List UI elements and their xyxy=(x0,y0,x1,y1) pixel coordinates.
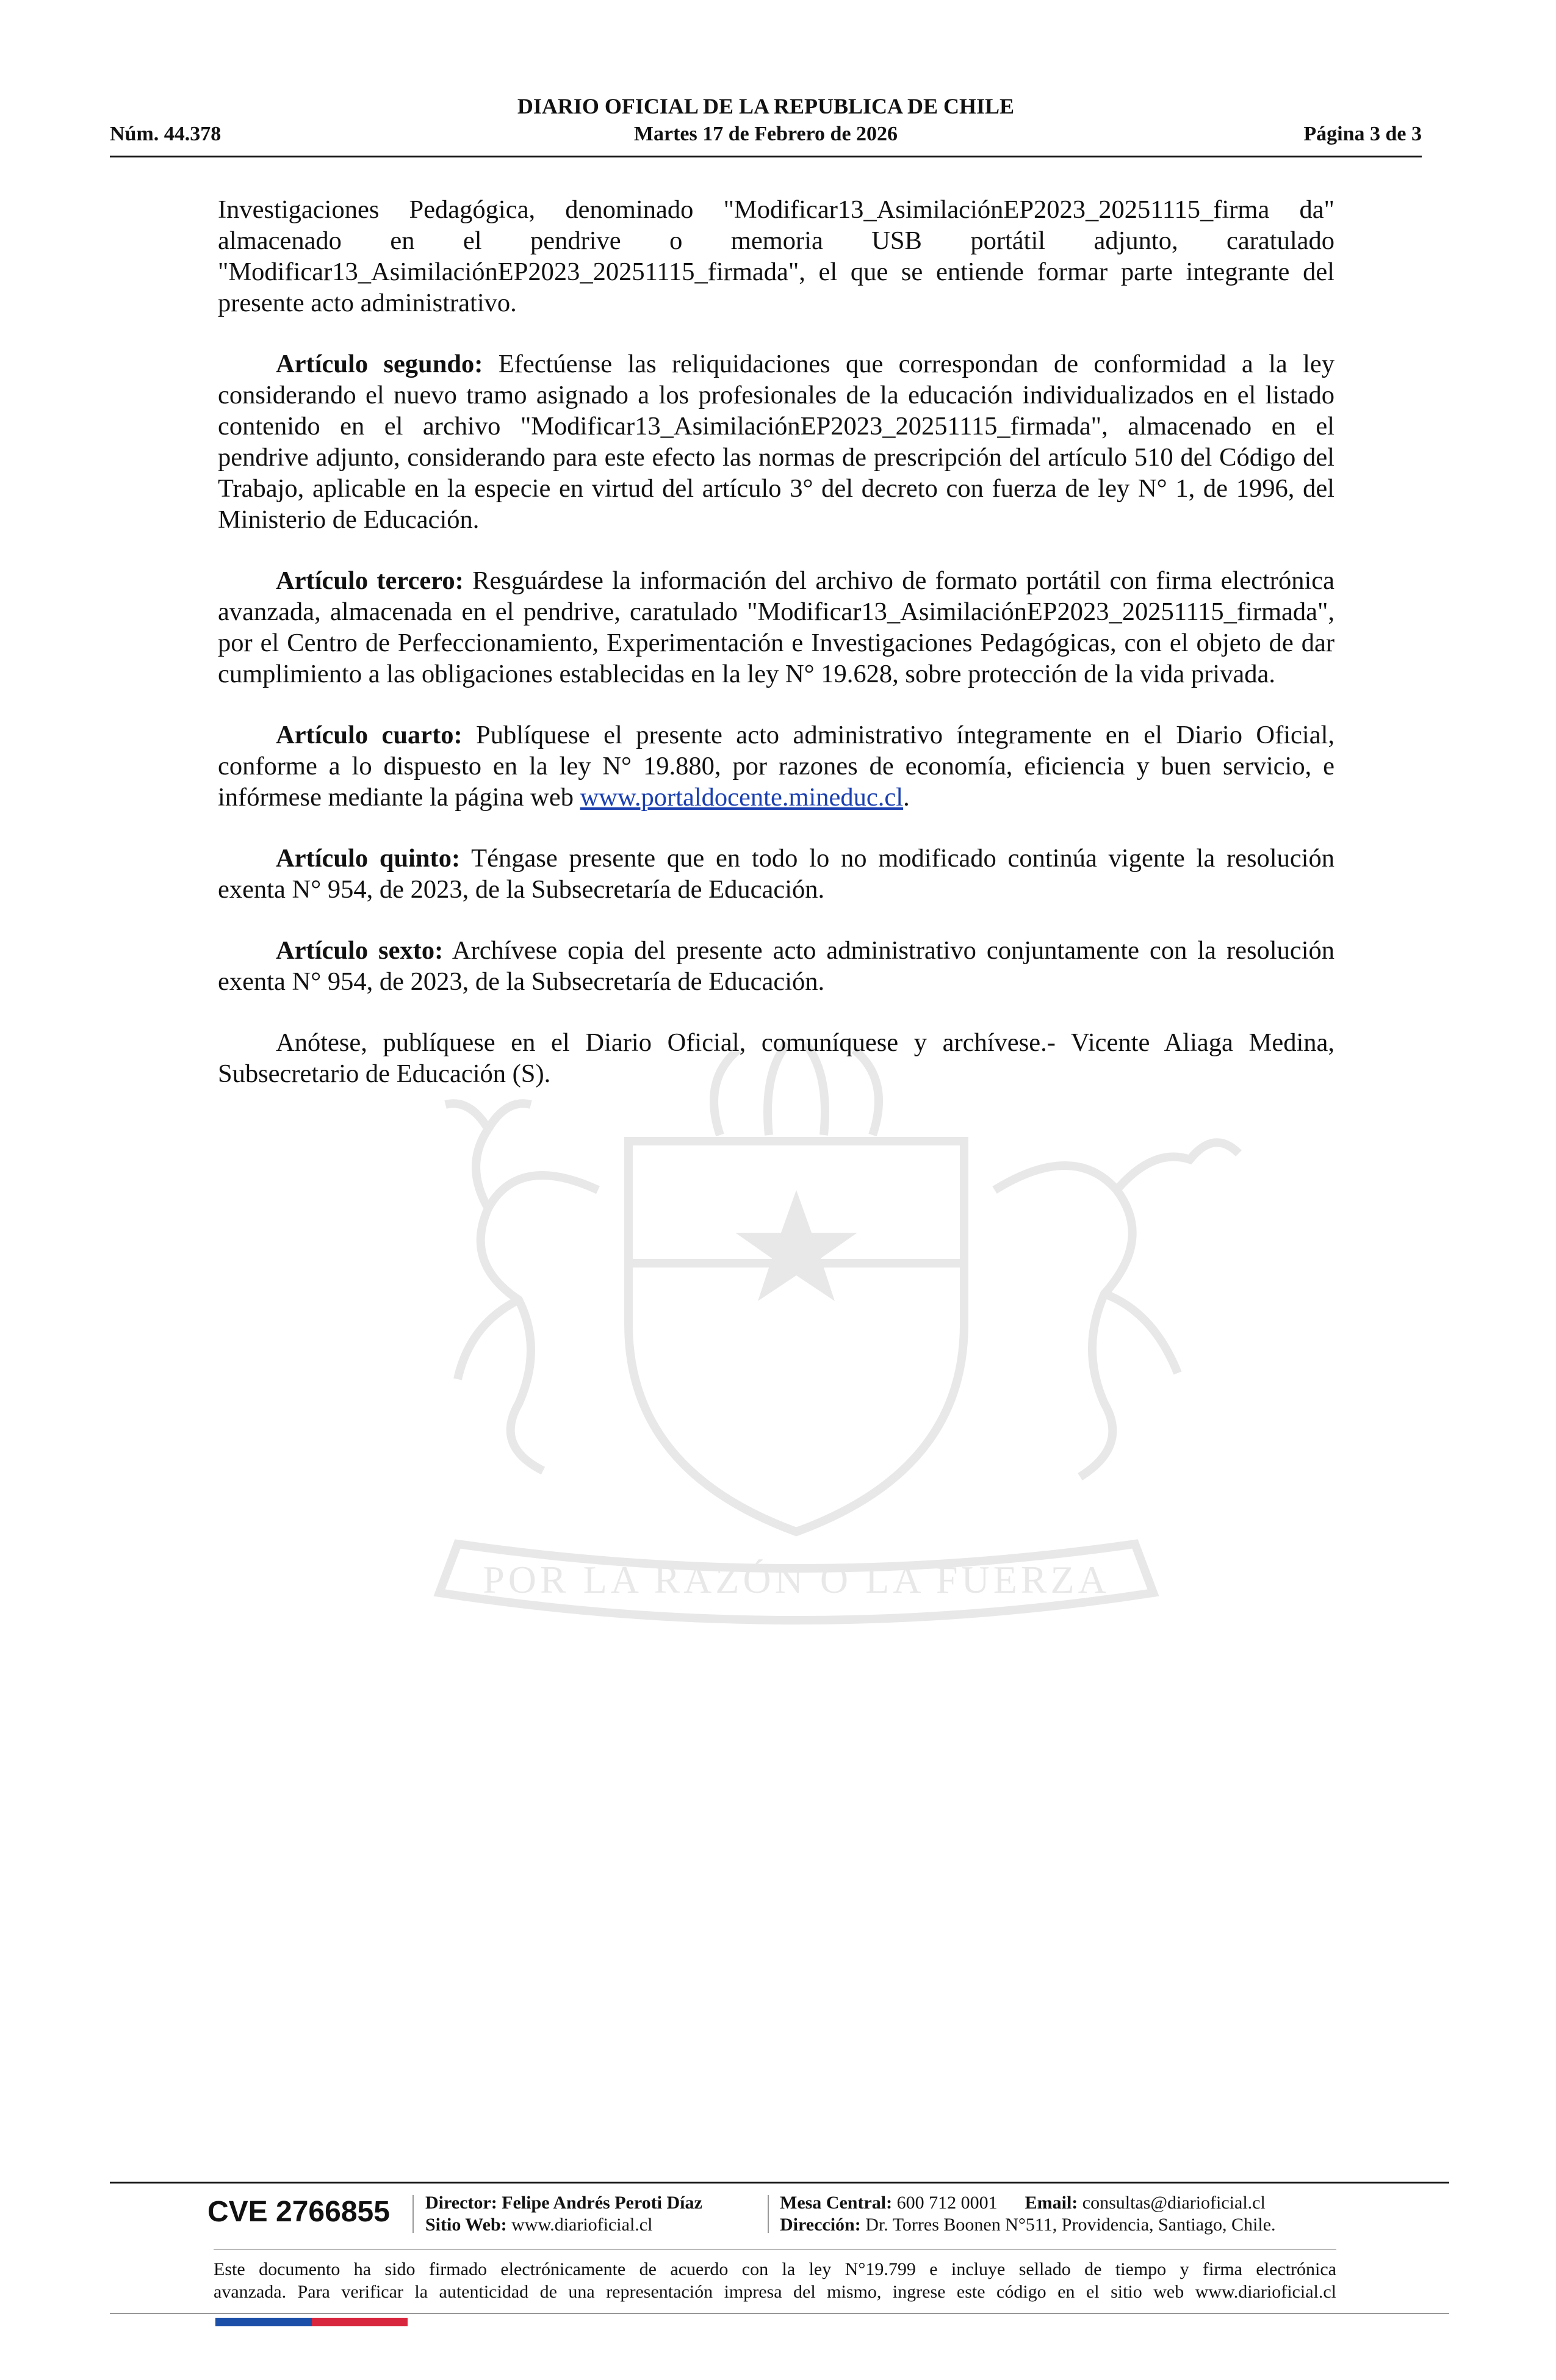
article-sexto xyxy=(218,935,1334,997)
article-heading: Artículo segundo: xyxy=(276,350,483,378)
star-shape xyxy=(735,1190,857,1301)
email-label: Email: xyxy=(1025,2193,1078,2213)
website-line xyxy=(425,2214,702,2236)
condor-figure xyxy=(995,1142,1239,1477)
page-header xyxy=(110,93,1422,154)
footer-divider-middle xyxy=(214,2249,1336,2250)
footer-separator xyxy=(412,2195,414,2233)
director-name: Felipe Andrés Peroti Díaz xyxy=(502,2193,702,2213)
flag-blue-segment xyxy=(215,2318,312,2326)
footer-director-block xyxy=(425,2192,702,2236)
issue-date: Martes 17 de Febrero de 2026 xyxy=(633,123,898,145)
page-counter: Página 3 de 3 xyxy=(1303,123,1422,145)
footer-divider-top xyxy=(110,2182,1449,2183)
flag-color-bar xyxy=(215,2318,408,2326)
link-trailing-period: . xyxy=(903,783,910,812)
header-divider xyxy=(110,156,1422,157)
director-label: Director: xyxy=(425,2193,497,2213)
email-address[interactable]: consultas@diarioficial.cl xyxy=(1082,2193,1266,2213)
article-heading: Artículo tercero: xyxy=(276,566,464,595)
article-text: Publíquese el presente acto administrativo íntegramente en el Diario Oficial, conforme a lo dispuesto en la ley N° 19.880, por razones de economía, eficiencia y buen servicio, e infórmese mediante la página web xyxy=(218,721,1335,812)
address-text: Dr. Torres Boonen N°511, Providencia, Santiago, Chile. xyxy=(865,2215,1276,2235)
newspaper-title: DIARIO OFICIAL DE LA REPUBLICA DE CHILE xyxy=(517,94,1015,118)
footer-separator xyxy=(768,2195,769,2233)
phone-label: Mesa Central: xyxy=(780,2193,893,2213)
article-text: Resguárdese la información del archivo de formato portátil con firma electrónica avanzada, almacenada en el pendrive, caratulado "Modificar13_AsimilaciónEP2023_20251115_firmada", por el Centro de Perfeccionamiento, Experimentación e Investigaciones Pedagógicas, con el objeto de dar cumplimiento a las obligaciones establecidas en la ley N° 19.628, sobre protección de la vida privada. xyxy=(218,566,1334,688)
address-label: Dirección: xyxy=(780,2215,861,2235)
phone-number: 600 712 0001 xyxy=(896,2193,998,2213)
closing-paragraph: Anótese, publíquese en el Diario Oficial, comuníquese y archívese.- Vicente Aliaga Medina, Subsecretario de Educación (S). xyxy=(218,1028,1334,1088)
article-quinto xyxy=(218,843,1334,905)
watermark-motto: POR LA RAZÓN O LA FUERZA xyxy=(483,1558,1110,1601)
website-label: Sitio Web: xyxy=(425,2215,507,2235)
website-link[interactable]: www.diarioficial.cl xyxy=(511,2215,653,2235)
issue-number: Núm. 44.378 xyxy=(110,123,222,145)
article-heading: Artículo cuarto: xyxy=(276,721,463,749)
article-cuarto xyxy=(218,719,1334,813)
portal-docente-link[interactable]: www.portaldocente.mineduc.cl xyxy=(580,783,904,812)
article-segundo xyxy=(218,348,1334,535)
article-text: Téngase presente que en todo lo no modificado continúa vigente la resolución exenta N° 954, de 2023, de la Subsecretaría de Educación. xyxy=(218,844,1334,904)
article-tercero xyxy=(218,565,1334,690)
document-body xyxy=(218,194,1334,1119)
article-heading: Artículo sexto: xyxy=(276,936,444,965)
footer-legal-notice xyxy=(214,2258,1336,2303)
article-text: Archívese copia del presente acto administrativo conjuntamente con la resolución exenta N° 954, de 2023, de la Subsecretaría de Educación. xyxy=(218,936,1334,996)
legal-line: avanzada. Para verificar la autenticidad de una representación impresa del mismo, ingrese este código en el sitio web www.diarioficial.cl xyxy=(214,2282,1336,2302)
legal-line: Este documento ha sido firmado electrónicamente de acuerdo con la ley N°19.799 e incluye sellado de tiempo y firma electrónica xyxy=(214,2259,1336,2279)
huemul-figure xyxy=(445,1103,598,1471)
article-heading: Artículo quinto: xyxy=(276,844,461,873)
intro-paragraph: Investigaciones Pedagógica, denominado "Modificar13_AsimilaciónEP2023_20251115_firma da" almacenado en el pendrive o memoria USB portátil adjunto, caratulado "Modificar13_AsimilaciónEP2023_20251115_firmada", el que se entiende formar parte integrante del presente acto administrativo. xyxy=(218,195,1334,317)
flag-red-segment xyxy=(312,2318,408,2326)
director-line xyxy=(425,2192,702,2214)
address-line xyxy=(780,2214,1276,2236)
cve-code: CVE 2766855 xyxy=(207,2196,390,2228)
article-text: Efectúense las reliquidaciones que correspondan de conformidad a la ley considerando el nuevo tramo asignado a los profesionales de la educación individualizados en el listado contenido en el archivo "Modificar13_AsimilaciónEP2023_20251115_firmada", almacenado en el pendrive adjunto, considerando para este efecto las normas de prescripción del artículo 510 del Código del Trabajo, aplicable en la especie en virtud del artículo 3° del decreto con fuerza de ley N° 1, de 1996, del Ministerio de Educación. xyxy=(218,350,1334,534)
contact-line xyxy=(780,2192,1276,2214)
footer-contact-block xyxy=(780,2192,1276,2236)
footer-divider-bottom xyxy=(110,2313,1449,2314)
